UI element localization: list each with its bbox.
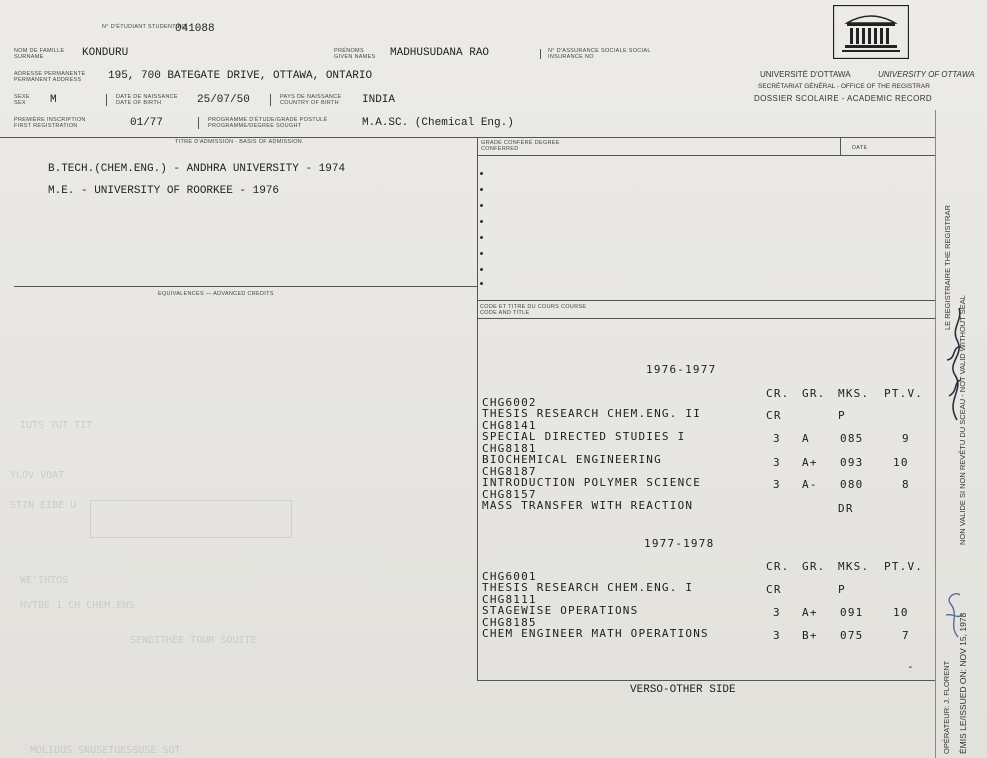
course-title: MASS TRANSFER WITH REACTION [482, 499, 694, 512]
ghost-text: SENGITHEE TOUR SOUITE [130, 635, 257, 646]
course-code: CHG6002 [482, 396, 537, 409]
country-value: INDIA [362, 94, 396, 106]
ghost-text: STIN EIBE U [10, 500, 77, 511]
bullet [480, 188, 483, 191]
course-title: THESIS RESEARCH CHEM.ENG. II [482, 407, 702, 420]
registrar-caption: LE REGISTRAIRE THE REGISTRAR [943, 205, 952, 330]
course-mks: 080 [840, 478, 864, 491]
divider [540, 49, 541, 59]
course-code: CHG8111 [482, 593, 537, 606]
course-cr: 3 [773, 456, 781, 469]
bullet [480, 172, 483, 175]
divider [198, 117, 199, 129]
divider [270, 94, 271, 106]
university-name-fr: UNIVERSITÉ D'OTTAWA [760, 70, 851, 79]
col-header-mks: MKS. [838, 560, 870, 573]
seal-note: NON VALIDE SI NON REVÊTU DU SCEAU - NOT VALID WITHOUT SEAL [958, 295, 967, 545]
date-label: DATE [852, 145, 868, 151]
university-name-en: UNIVERSITY OF OTTAWA [878, 70, 975, 79]
course-gr: B+ [802, 629, 818, 642]
ghost-text: HVTBE 1 CH CHEM.EWS [20, 600, 135, 611]
university-logo-icon [833, 5, 909, 59]
rule [477, 155, 935, 156]
course-pt: 9 [902, 432, 910, 445]
admission-line-1: B.TECH.(CHEM.ENG.) - ANDHRA UNIVERSITY - 1974 [48, 163, 346, 175]
academic-record-title: DOSSIER SCOLAIRE - ACADEMIC RECORD [754, 94, 933, 103]
course-code: CHG8157 [482, 488, 537, 501]
rule [477, 680, 935, 681]
course-code: CHG6001 [482, 570, 537, 583]
course-gr: A+ [802, 606, 818, 619]
course-title: CHEM ENGINEER MATH OPERATIONS [482, 627, 709, 640]
course-mks: DR [838, 502, 854, 515]
course-title: INTRODUCTION POLYMER SCIENCE [482, 476, 702, 489]
ghost-text: MOLIDUS SNUSETUESSUSE SOT [30, 745, 181, 756]
course-mks: P [838, 583, 846, 596]
course-mks: 085 [840, 432, 864, 445]
course-cr: 3 [773, 606, 781, 619]
course-mks: 093 [840, 456, 864, 469]
verso-note: VERSO-OTHER SIDE [630, 684, 736, 696]
divider [106, 94, 107, 106]
program-value: M.A.SC. (Chemical Eng.) [362, 117, 514, 129]
bullet [480, 252, 483, 255]
course-title: STAGEWISE OPERATIONS [482, 604, 639, 617]
ghost-text: YLOV VOAT [10, 470, 65, 481]
address-label: ADRESSE PERMANENTE PERMANENT ADDRESS [14, 71, 86, 83]
course-gr: A [802, 432, 810, 445]
course-mks: P [838, 409, 846, 422]
col-header-pt: PT.V. [884, 387, 924, 400]
rule [14, 286, 477, 287]
handwritten-mark [938, 585, 968, 645]
surname-label: NOM DE FAMILLE SURNAME [14, 48, 65, 60]
col-header-cr: CR. [766, 387, 790, 400]
equivalences-label: EQUIVALENCES — ADVANCED CREDITS [158, 291, 274, 297]
dob-value: 25/07/50 [197, 94, 250, 106]
ghost-text: WE'IHTOS [20, 575, 69, 586]
bullet [480, 204, 483, 207]
first-reg-label: PREMIÈRE INSCRIPTION FIRST REGISTRATION [14, 117, 86, 129]
dash-mark: - [907, 660, 915, 673]
col-header-pt: PT.V. [884, 560, 924, 573]
margin-edge [935, 110, 936, 758]
admission-label: TITRE D'ADMISSION - BASIS OF ADMISSION [175, 139, 303, 145]
bullet [480, 268, 483, 271]
year-heading: 1977-1978 [644, 537, 715, 550]
degree-label: GRADE CONFÉRÉ DEGREE CONFERRED [481, 140, 560, 152]
issued-date: ÉMIS LE/ISSUED ON: NOV 15, 1978 [958, 612, 968, 754]
program-label: PROGRAMME D'ÉTUDE/GRADE POSTULÉ PROGRAMME/DEGREE SOUGHT [208, 117, 328, 129]
course-code: CHG8187 [482, 465, 537, 478]
course-cr: 3 [773, 478, 781, 491]
course-gr: A+ [802, 456, 818, 469]
ghost-box [90, 500, 292, 538]
bullet [480, 236, 483, 239]
student-no-label: N° D'ÉTUDIANT STUDENT NO [102, 24, 187, 30]
course-code: CHG8141 [482, 419, 537, 432]
course-cr: CR [766, 409, 782, 422]
country-label: PAYS DE NAISSANCE COUNTRY OF BIRTH [280, 94, 342, 106]
operator: OPÉRATEUR: J. FLORENT [942, 660, 951, 754]
course-pt: 7 [902, 629, 910, 642]
course-title: THESIS RESEARCH CHEM.ENG. I [482, 581, 694, 594]
course-mks: 091 [840, 606, 864, 619]
divider [840, 137, 841, 155]
col-header-gr: GR. [802, 387, 826, 400]
course-pt: 10 [893, 456, 909, 469]
course-cr: 3 [773, 629, 781, 642]
surname-value: KONDURU [82, 47, 129, 59]
given-names-value: MADHUSUDANA RAO [390, 47, 490, 59]
rule [477, 300, 935, 301]
sex-value: M [50, 94, 57, 106]
course-gr: A- [802, 478, 818, 491]
bullet [480, 282, 483, 285]
course-title: BIOCHEMICAL ENGINEERING [482, 453, 662, 466]
course-code: CHG8185 [482, 616, 537, 629]
course-pt: 8 [902, 478, 910, 491]
ghost-text: IUTS 7UT TIT [20, 420, 93, 431]
col-header-cr: CR. [766, 560, 790, 573]
year-heading: 1976-1977 [646, 363, 717, 376]
admission-line-2: M.E. - UNIVERSITY OF ROORKEE - 1976 [48, 185, 280, 197]
course-pt: 10 [893, 606, 909, 619]
registrar-signature [935, 300, 975, 430]
sin-label: N° D'ASSURANCE SOCIALE SOCIAL INSURANCE NO [548, 48, 651, 60]
rule [0, 137, 935, 138]
rule [477, 318, 935, 319]
given-names-label: PRÉNOMS GIVEN NAMES [334, 48, 376, 60]
bullet [480, 220, 483, 223]
sex-label: SEXE SEX [14, 94, 30, 106]
dob-label: DATE DE NAISSANCE DATE OF BIRTH [116, 94, 178, 106]
student-no-value: 041088 [175, 23, 215, 35]
col-header-mks: MKS. [838, 387, 870, 400]
column-divider [477, 137, 478, 680]
course-title: SPECIAL DIRECTED STUDIES I [482, 430, 686, 443]
registrar-office: SECRÉTARIAT GÉNÉRAL - OFFICE OF THE REGISTRAR [758, 83, 930, 90]
course-mks: 075 [840, 629, 864, 642]
course-code: CHG8181 [482, 442, 537, 455]
first-reg-value: 01/77 [130, 117, 164, 129]
col-header-gr: GR. [802, 560, 826, 573]
course-cr: CR [766, 583, 782, 596]
course-code-label: CODE ET TITRE DU COURS COURSE CODE AND TITLE [480, 304, 587, 316]
course-cr: 3 [773, 432, 781, 445]
address-value: 195, 700 BATEGATE DRIVE, OTTAWA, ONTARIO [108, 70, 373, 82]
